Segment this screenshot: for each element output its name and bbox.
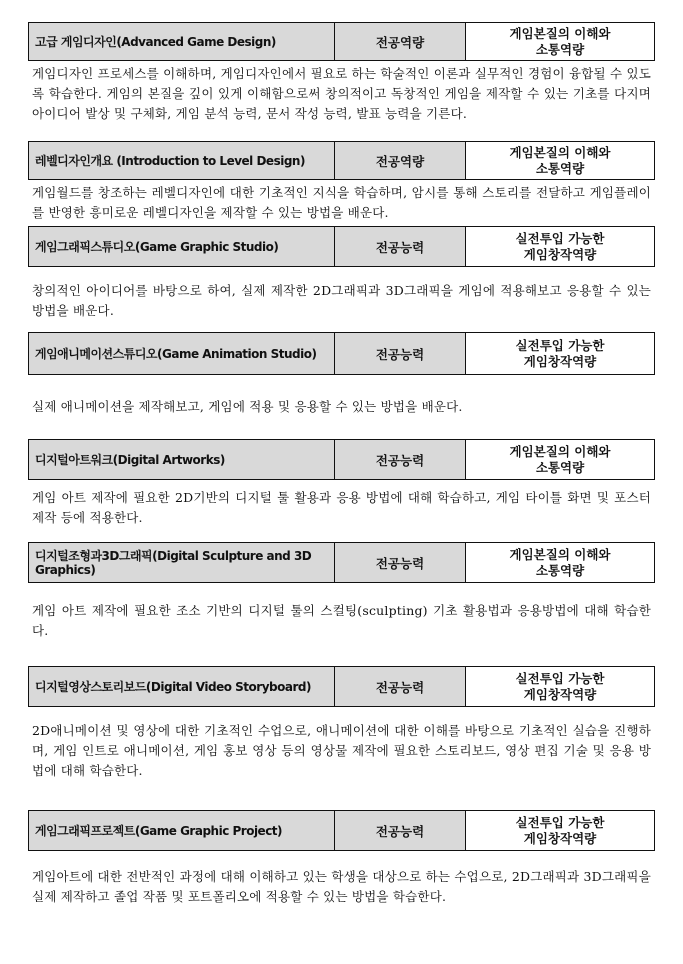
course-description: 게임월드를 창조하는 레벨디자인에 대한 기초적인 지식을 학습하며, 암시를 통해 스토리를 전달하고 게임플레이를 반영한 흥미로운 레벨디자인을 제작할 수 있는 방법을 배운다. — [32, 185, 651, 220]
course-description: 게임 아트 제작에 필요한 2D기반의 디지털 툴 활용과 응용 방법에 대해 학습하고, 게임 타이틀 화면 및 포스터 제작 등에 적용한다. — [32, 490, 651, 525]
course-competency: 게임본질의 이해와 소통역량 — [466, 440, 655, 480]
course-title: 레벨디자인개요 (Introduction to Level Design) — [29, 142, 335, 180]
course-title: 게임그래픽스튜디오(Game Graphic Studio) — [29, 227, 335, 267]
course-description: 게임아트에 대한 전반적인 과정에 대해 이해하고 있는 학생을 대상으로 하는 수업으로, 2D그래픽과 3D그래픽을 실제 제작하고 졸업 작품 및 포트폴리오에 적용할 수 있는 방법을 학습한다. — [32, 869, 651, 904]
course-category: 전공능력 — [335, 667, 466, 707]
course-block — [28, 542, 655, 641]
course-header-table — [28, 666, 655, 707]
course-competency: 게임본질의 이해와 소통역량 — [466, 142, 655, 180]
course-description: 게임디자인 프로세스를 이해하며, 게임디자인에서 필요로 하는 학술적인 이론과 실무적인 경험이 융합될 수 있도록 학습한다. 게임의 본질을 깊이 있게 이해함으로써 창의적이고 독창적인 게임을 제작할 수 있는 기초를 다지며 아이디어 발상 및 구체화, 게임 분석 능력, 문서 작성 능력, 발표 능력을 기른다. — [32, 66, 651, 121]
course-competency: 실전투입 가능한 게임창작역량 — [466, 667, 655, 707]
course-category: 전공역량 — [335, 23, 466, 61]
course-competency: 실전투입 가능한 게임창작역량 — [466, 333, 655, 375]
course-header-table — [28, 226, 655, 267]
course-header-table — [28, 542, 655, 583]
course-competency: 게임본질의 이해와 소통역량 — [466, 23, 655, 61]
course-block — [28, 810, 655, 907]
course-header-table — [28, 22, 655, 61]
course-category: 전공능력 — [335, 440, 466, 480]
course-title: 게임애니메이션스튜디오(Game Animation Studio) — [29, 333, 335, 375]
course-competency: 게임본질의 이해와 소통역량 — [466, 543, 655, 583]
course-category: 전공능력 — [335, 227, 466, 267]
course-category: 전공능력 — [335, 543, 466, 583]
course-description: 창의적인 아이디어를 바탕으로 하여, 실제 제작한 2D그래픽과 3D그래픽을 게임에 적용해보고 응용할 수 있는 방법을 배운다. — [32, 283, 651, 318]
course-block — [28, 141, 655, 223]
course-description: 실제 애니메이션을 제작해보고, 게임에 적용 및 응용할 수 있는 방법을 배운다. — [32, 399, 463, 414]
course-title: 디지털아트워크(Digital Artworks) — [29, 440, 335, 480]
course-title: 디지털조형과3D그래픽(Digital Sculpture and 3D Graphics) — [29, 543, 335, 583]
course-category: 전공능력 — [335, 333, 466, 375]
course-block — [28, 332, 655, 417]
course-block — [28, 439, 655, 528]
course-category: 전공능력 — [335, 811, 466, 851]
course-block — [28, 666, 655, 781]
course-header-table — [28, 810, 655, 851]
course-competency: 실전투입 가능한 게임창작역량 — [466, 227, 655, 267]
course-header-table — [28, 332, 655, 375]
course-title: 디지털영상스토리보드(Digital Video Storyboard) — [29, 667, 335, 707]
course-title: 고급 게임디자인(Advanced Game Design) — [29, 23, 335, 61]
course-description: 2D애니메이션 및 영상에 대한 기초적인 수업으로, 애니메이션에 대한 이해를 바탕으로 기초적인 실습을 진행하며, 게임 인트로 애니메이션, 게임 홍보 영상 등의 영상물 제작에 필요한 스토리보드, 영상 편집 기술 및 응용 방법에 대해 학습한다. — [32, 723, 651, 778]
course-category: 전공역량 — [335, 142, 466, 180]
course-header-table — [28, 141, 655, 180]
course-block — [28, 226, 655, 321]
course-competency: 실전투입 가능한 게임창작역량 — [466, 811, 655, 851]
course-header-table — [28, 439, 655, 480]
course-block — [28, 22, 655, 124]
course-description: 게임 아트 제작에 필요한 조소 기반의 디지털 툴의 스컬팅(sculpting) 기초 활용법과 응용방법에 대해 학습한다. — [32, 603, 651, 638]
course-title: 게임그래픽프로젝트(Game Graphic Project) — [29, 811, 335, 851]
